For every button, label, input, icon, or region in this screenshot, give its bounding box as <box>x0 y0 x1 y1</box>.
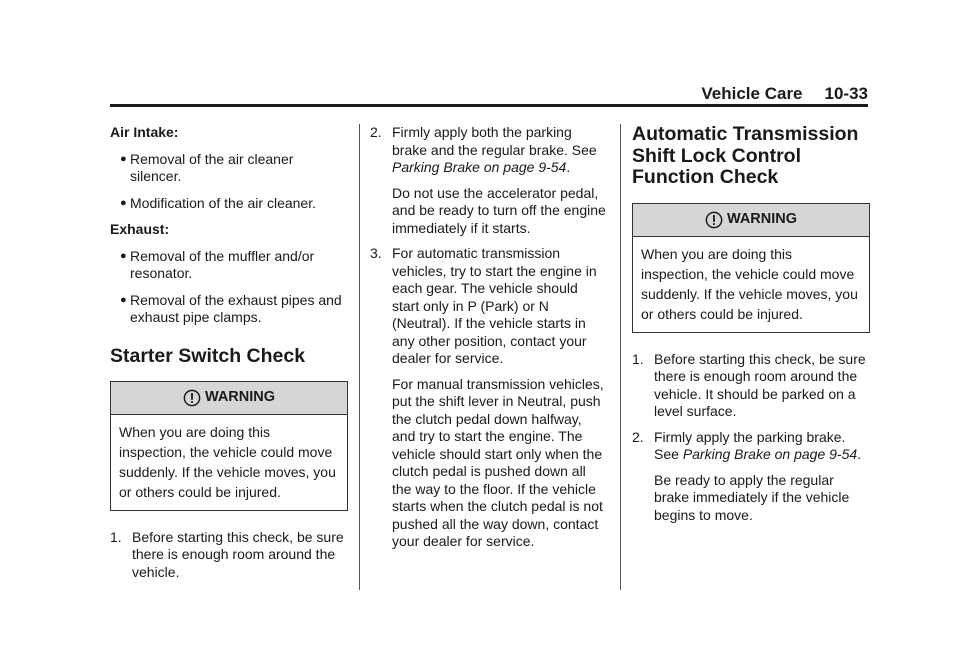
section-heading: Starter Switch Check <box>110 344 306 367</box>
bullet-icon: ● <box>120 196 127 209</box>
warning-title: WARNING <box>726 210 798 227</box>
list-item: ● Removal of the muffler and/or resonator. <box>120 247 315 281</box>
step-paragraph: For manual transmission vehicles, put the shift lever in Neutral, push the clutch pedal down halfway, and try to start the engine. The vehicle should start only when the clutch pedal is pushed down all the way to the floor. If the vehicle starts when the clutch pedal is not pushed all the way down, contact your dealer for service. <box>392 375 604 549</box>
step-text: For automatic transmission vehicles, try to start the engine in each gear. The vehicle should start only in P (Park) or N (Neutral). If the vehicle starts in any other position, contact your dealer for service. <box>392 245 597 366</box>
column-divider <box>359 124 360 590</box>
step-text: Firmly apply the parking brake. See <box>654 428 846 462</box>
column-divider <box>620 124 621 590</box>
section-title: Vehicle Care <box>701 84 803 103</box>
step-paragraph: Do not use the accelerator pedal, and be ready to turn off the engine immediately if it starts. <box>392 184 606 236</box>
step-item: 2. Firmly apply the parking brake. See Parking Brake on page 9-54. <box>632 428 862 462</box>
warning-box <box>632 203 870 333</box>
step-item: 2. Firmly apply both the parking brake and the regular brake. See Parking Brake on page 9-54. <box>370 124 597 175</box>
warning-text: When you are doing this inspection, the vehicle could move suddenly. If the vehicle moves, you or others could be injured. <box>641 245 858 322</box>
step-number: 2. <box>632 428 644 445</box>
step-item <box>632 351 870 421</box>
step-item <box>370 245 608 368</box>
step-number: 3. <box>370 245 382 261</box>
step-text: Before starting this check, be sure there is enough room around the vehicle. It should be parked on a level surface. <box>654 350 866 419</box>
column-left <box>110 124 348 589</box>
step-paragraph: Be ready to apply the regular brake immediately if the vehicle begins to move. <box>654 471 850 523</box>
warning-box <box>110 381 348 511</box>
warning-icon <box>705 211 723 229</box>
warning-icon <box>183 389 201 407</box>
step-text: Before starting this check, be sure there is enough room around the vehicle. <box>132 528 344 580</box>
list-item: ● Removal of the air cleaner silencer. <box>120 150 294 184</box>
bullet-icon: ● <box>120 249 127 262</box>
header-rule <box>110 104 868 107</box>
step-number: 1. <box>632 350 644 367</box>
warning-title: WARNING <box>204 388 276 405</box>
cross-reference-link[interactable]: Parking Brake on page 9-54 <box>682 446 858 462</box>
column-middle <box>370 124 608 559</box>
warning-text: When you are doing this inspection, the vehicle could move suddenly. If the vehicle moves, you or others could be injured. <box>119 423 336 500</box>
column-right <box>632 124 870 532</box>
cross-reference-link[interactable]: Parking Brake on page 9-54 <box>392 159 567 175</box>
step-text: Firmly apply both the parking brake and the regular brake. See <box>392 124 597 158</box>
bullet-icon: ● <box>120 152 127 165</box>
exhaust-label: Exhaust: <box>110 221 170 237</box>
step-number: 2. <box>370 124 382 140</box>
list-item: ● Modification of the air cleaner. <box>120 194 316 211</box>
list-item: ● Removal of the exhaust pipes and exhaust pipe clamps. <box>120 291 342 325</box>
running-title <box>701 84 868 104</box>
page-header <box>110 84 868 104</box>
warning-header <box>111 382 347 415</box>
bullet-icon: ● <box>120 293 127 306</box>
page-number: 10-33 <box>824 84 868 103</box>
step-item <box>110 529 348 582</box>
air-intake-label: Air Intake: <box>110 124 179 140</box>
warning-header <box>633 204 869 237</box>
step-number: 1. <box>110 528 122 545</box>
section-heading: Automatic Transmission Shift Lock Control Function Check <box>632 123 859 188</box>
